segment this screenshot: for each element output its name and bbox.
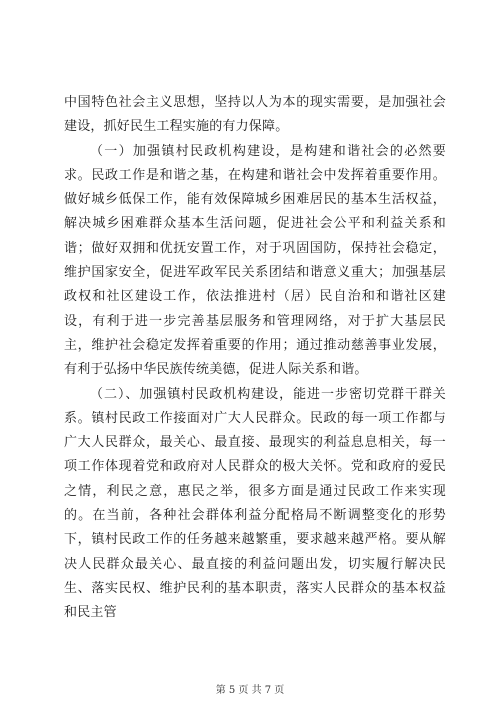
page-number-footer: 第 5 页 共 7 页 bbox=[215, 685, 285, 696]
paragraph-1: 中国特色社会主义思想，坚持以人为本的现实需要，是加强社会建设，抓好民生工程实施的有力保障。 bbox=[64, 95, 446, 135]
document-body bbox=[64, 91, 446, 626]
paragraph-2: （一）加强镇村民政机构建设，是构建和谐社会的必然要求。民政工作是和谐之基，在构建和谐社会中发挥着重要作用。做好城乡低保工作，能有效保障城乡困难居民的基本生活权益，解决城乡困难群众基本生活问题，促进社会公平和利益关系和谐；做好双拥和优抚安置工作，对于巩固国防，保持社会稳定，维护国家安全，促进军政军民关系团结和谐意义重大；加强基层政权和社区建设工作，依法推进村（居）民自治和和谐社区建设，有利于进一步完善基层服务和管理网络，对于扩大基层民主，维护社会稳定发挥着重要的作用；通过推动慈善事业发展，有利于弘扬中华民族传统美德，促进人际关系和谐。 bbox=[64, 143, 446, 378]
paragraph-3: （二）、加强镇村民政机构建设，能进一步密切党群干群关系。镇村民政工作接面对广大人民群众。民政的每一项工作都与广大人民群众，最关心、最直接、最现实的利益息息相关，每一项工作体现着党和政府对人民群众的极大关怀。党和政府的爱民之情，利民之意，惠民之举，很多方面是通过民政工作来实现的。在当前，各种社会群体利益分配格局不断调整变化的形势下，镇村民政工作的任务越来越繁重，要求越来越严格。要从解决人民群众最关心、最直接的利益问题出发，切实履行解决民生、落实民权、维护民利的基本职责，落实人民群众的基本权益和民主管 bbox=[64, 386, 446, 621]
